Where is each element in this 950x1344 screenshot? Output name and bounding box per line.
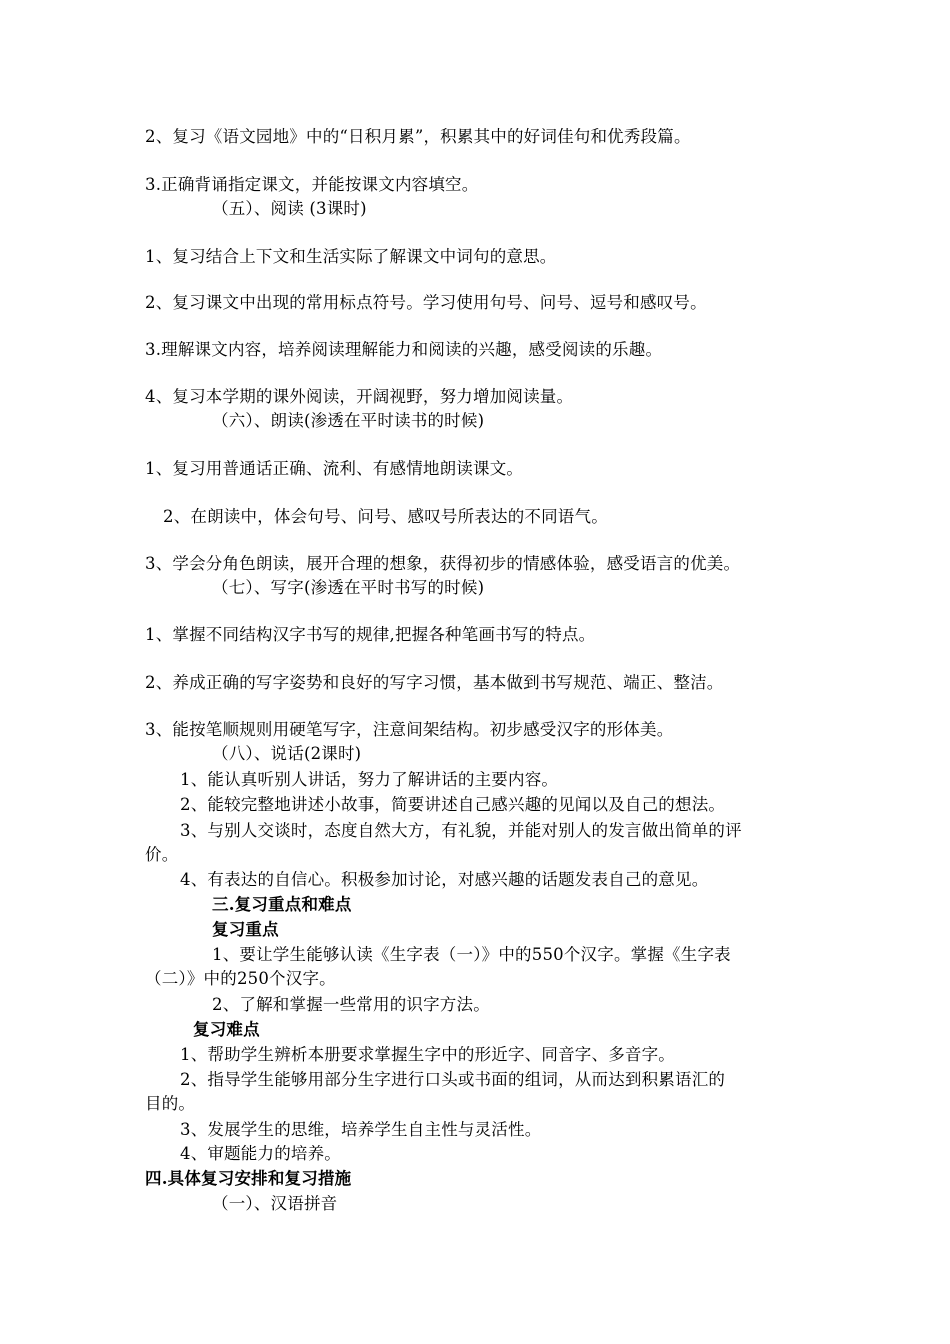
text-line: （二）》中的250个汉字。 — [145, 969, 336, 988]
text-line: 2、指导学生能够用部分生字进行口头或书面的组词，从而达到积累语汇的 — [180, 1070, 726, 1089]
text-line: 2、能较完整地讲述小故事，简要讲述自己感兴趣的见闻以及自己的想法。 — [180, 795, 726, 814]
text-line: 3、发展学生的思维，培养学生自主性与灵活性。 — [180, 1120, 542, 1139]
subsection-heading: 复习难点 — [193, 1020, 260, 1039]
section-heading: （一）、汉语拼音 — [212, 1194, 338, 1213]
subsection-heading: 复习重点 — [212, 920, 279, 939]
section-heading: （八）、说话(2课时) — [212, 744, 362, 763]
text-line: 3、学会分角色朗读，展开合理的想象，获得初步的情感体验，感受语言的优美。 — [145, 554, 741, 573]
section-heading: 三.复习重点和难点 — [212, 895, 352, 914]
text-line: 2、养成正确的写字姿势和良好的写字习惯，基本做到书写规范、端正、整洁。 — [145, 673, 724, 692]
text-line: 价。 — [145, 845, 179, 864]
section-heading: 四.具体复习安排和复习措施 — [145, 1169, 352, 1188]
text-line: 4、审题能力的培养。 — [180, 1144, 341, 1163]
text-line: 3.理解课文内容，培养阅读理解能力和阅读的兴趣，感受阅读的乐趣。 — [145, 340, 663, 359]
section-heading: （七）、写字(渗透在平时书写的时候) — [212, 578, 485, 597]
text-line: 4、有表达的自信心。积极参加讨论，对感兴趣的话题发表自己的意见。 — [180, 870, 709, 889]
text-line: 2、了解和掌握一些常用的识字方法。 — [212, 995, 490, 1014]
section-heading: （五）、阅读 (3课时) — [212, 199, 367, 218]
section-heading: （六）、朗读(渗透在平时读书的时候) — [212, 411, 485, 430]
text-line: 1、复习用普通话正确、流利、有感情地朗读课文。 — [145, 459, 524, 478]
text-line: 2、复习《语文园地》中的“日积月累”，积累其中的好词佳句和优秀段篇。 — [145, 127, 691, 146]
text-line: 2、在朗读中，体会句号、问号、感叹号所表达的不同语气。 — [163, 507, 608, 526]
text-line: 4、复习本学期的课外阅读，开阔视野，努力增加阅读量。 — [145, 387, 574, 406]
text-line: 3、与别人交谈时，态度自然大方，有礼貌，并能对别人的发言做出简单的评 — [180, 821, 742, 840]
text-line: 3、能按笔顺规则用硬笔写字，注意间架结构。初步感受汉字的形体美。 — [145, 720, 674, 739]
text-line: 1、复习结合上下文和生活实际了解课文中词句的意思。 — [145, 247, 557, 266]
text-line: 1、要让学生能够认读《生字表（一）》中的550个汉字。掌握《生字表 — [212, 945, 731, 964]
text-line: 2、复习课文中出现的常用标点符号。学习使用句号、问号、逗号和感叹号。 — [145, 293, 707, 312]
text-line: 3.正确背诵指定课文，并能按课文内容填空。 — [145, 175, 479, 194]
text-line: 1、能认真听别人讲话，努力了解讲话的主要内容。 — [180, 770, 559, 789]
text-line: 目的。 — [145, 1094, 196, 1113]
text-line: 1、帮助学生辨析本册要求掌握生字中的形近字、同音字、多音字。 — [180, 1045, 675, 1064]
text-line: 1、掌握不同结构汉字书写的规律,把握各种笔画书写的特点。 — [145, 625, 596, 644]
